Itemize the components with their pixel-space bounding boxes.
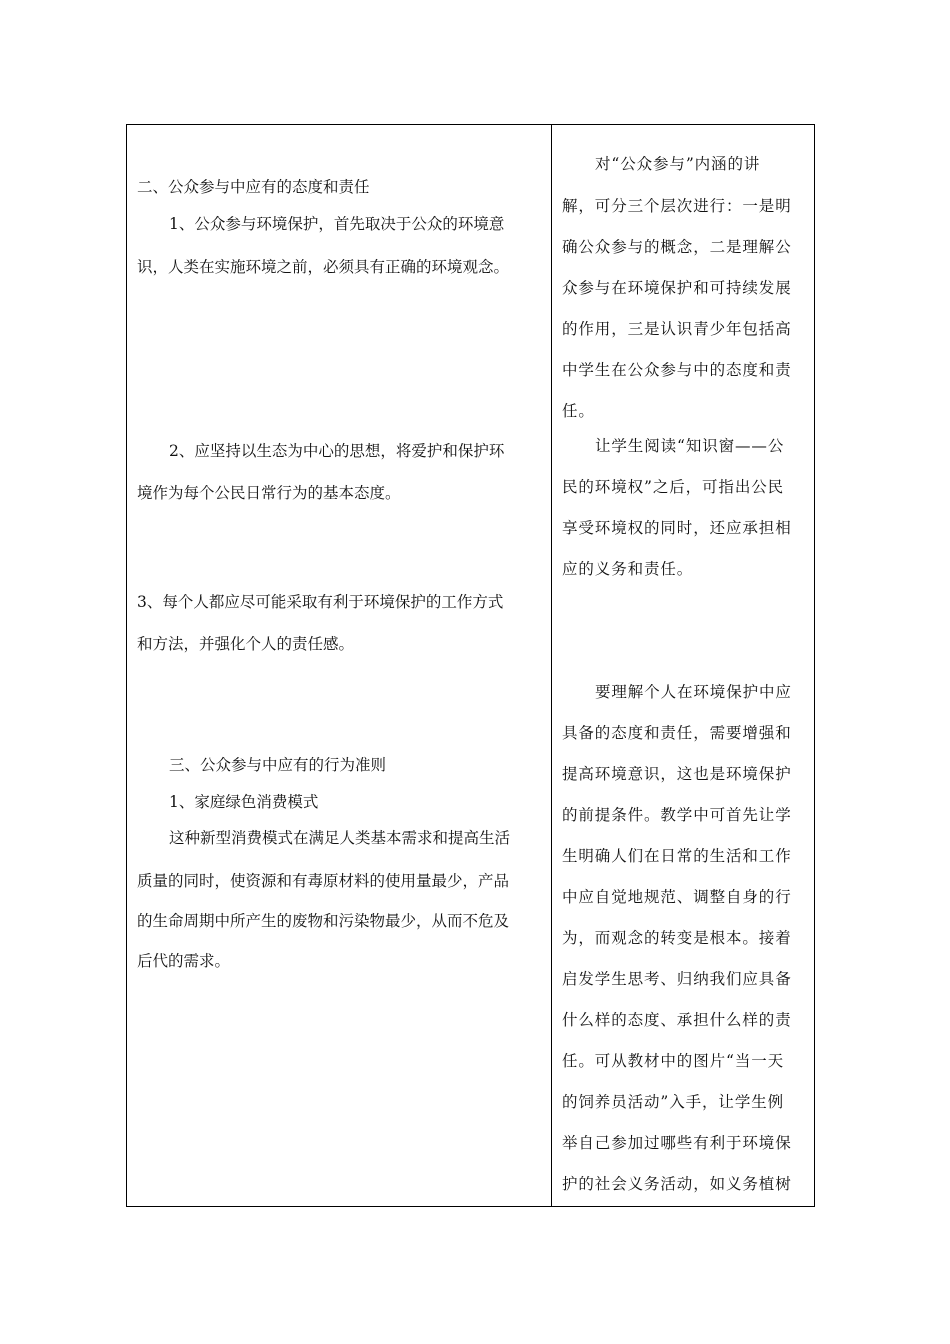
note-line: 享受环境权的同时，还应承担相 [562, 519, 792, 537]
note-line: 生明确人们在日常的生活和工作 [562, 847, 792, 865]
note-line: 具备的态度和责任，需要增强和 [562, 724, 792, 742]
paragraph-line: 2、应坚持以生态为中心的思想，将爱护和保护环 [169, 442, 505, 460]
note-line: 的作用，三是认识青少年包括高 [562, 320, 792, 338]
paragraph-line: 这种新型消费模式在满足人类基本需求和提高生活 [169, 829, 511, 847]
note-line: 中学生在公众参与中的态度和责 [562, 361, 792, 379]
left-column [127, 125, 551, 1206]
section-heading-conduct: 三、公众参与中应有的行为准则 [169, 756, 387, 774]
note-line: 为，而观念的转变是根本。接着 [562, 929, 792, 947]
note-line: 确公众参与的概念，二是理解公 [562, 238, 792, 256]
note-line: 举自己参加过哪些有利于环境保 [562, 1134, 792, 1152]
paragraph-line: 质量的同时，使资源和有毒原材料的使用量最少，产品 [137, 872, 510, 890]
note-line: 护的社会义务活动，如义务植树 [562, 1175, 792, 1193]
right-column [552, 125, 814, 1206]
paragraph-line: 的生命周期中所产生的废物和污染物最少，从而不危及 [137, 912, 510, 930]
note-line: 任。 [562, 402, 595, 420]
note-line: 让学生阅读“知识窗——公 [595, 437, 785, 455]
note-line: 应的义务和责任。 [562, 560, 694, 578]
paragraph-line: 1、公众参与环境保护，首先取决于公众的环境意 [169, 215, 505, 233]
document-table [126, 124, 815, 1207]
note-line: 要理解个人在环境保护中应 [595, 683, 792, 701]
paragraph-line: 和方法，并强化个人的责任感。 [137, 635, 355, 653]
note-line: 众参与在环境保护和可持续发展 [562, 279, 792, 297]
note-line: 解，可分三个层次进行：一是明 [562, 197, 792, 215]
note-line: 中应自觉地规范、调整自身的行 [562, 888, 792, 906]
subheading-green-consumption: 1、家庭绿色消费模式 [169, 793, 319, 811]
section-heading-attitude: 二、公众参与中应有的态度和责任 [137, 178, 370, 196]
note-line: 提高环境意识，这也是环境保护 [562, 765, 792, 783]
paragraph-line: 3、每个人都应尽可能采取有利于环境保护的工作方式 [137, 593, 504, 611]
paragraph-line: 识，人类在实施环境之前，必须具有正确的环境观念。 [137, 258, 510, 276]
paragraph-line: 后代的需求。 [137, 952, 231, 970]
note-line: 什么样的态度、承担什么样的责 [562, 1011, 792, 1029]
note-line: 任。可从教材中的图片“当一天 [562, 1052, 785, 1070]
note-line: 对“公众参与”内涵的讲 [595, 155, 761, 173]
note-line: 的前提条件。教学中可首先让学 [562, 806, 792, 824]
paragraph-line: 境作为每个公民日常行为的基本态度。 [137, 484, 401, 502]
note-line: 民的环境权”之后，可指出公民 [562, 478, 785, 496]
note-line: 的饲养员活动”入手，让学生例 [562, 1093, 785, 1111]
note-line: 启发学生思考、归纳我们应具备 [562, 970, 792, 988]
